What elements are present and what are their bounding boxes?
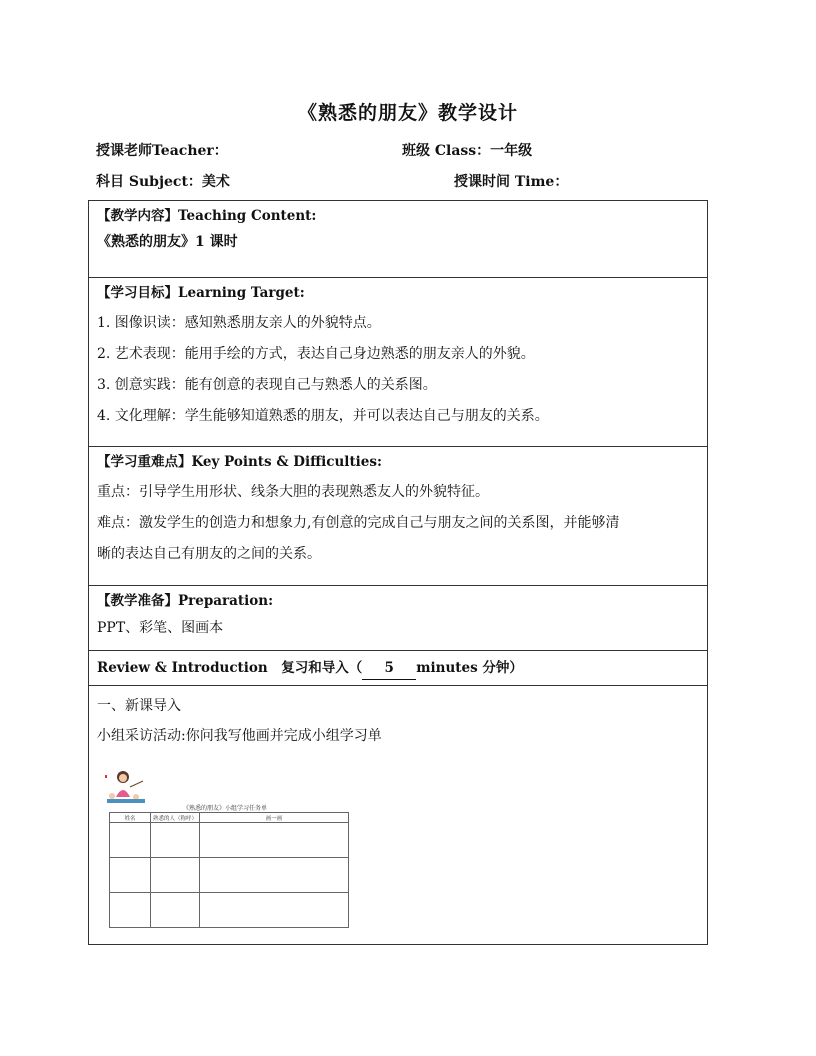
- teaching-content-section: [89, 201, 707, 278]
- learning-target-section: [89, 278, 707, 447]
- lesson-plan-table: [88, 200, 708, 945]
- worksheet-row: [110, 893, 349, 928]
- teacher-label: 授课老师Teacher：: [96, 143, 228, 159]
- worksheet-row: [110, 858, 349, 893]
- worksheet-row: [110, 823, 349, 858]
- new-lesson-heading: 一、新课导入: [97, 698, 181, 714]
- worksheet-header: 熟悉的人（称呼）: [151, 813, 200, 823]
- learning-target-item: 3. 创意实践：能有创意的表现自己与熟悉人的关系图。: [97, 377, 437, 393]
- class-label: 班级 Class：一年级: [402, 143, 533, 159]
- worksheet-thumbnail: [103, 769, 353, 935]
- teaching-content-heading: 【教学内容】Teaching Content:: [97, 208, 317, 224]
- group-activity-text: 小组采访活动:你问我写他画并完成小组学习单: [97, 728, 382, 744]
- learning-target-item: 2. 艺术表现：能用手绘的方式，表达自己身边熟悉的朋友亲人的外貌。: [97, 346, 535, 362]
- worksheet-header: 姓名: [110, 813, 151, 823]
- learning-target-item: 1. 图像识读：感知熟悉朋友亲人的外貌特点。: [97, 315, 381, 331]
- preparation-heading: 【教学准备】Preparation:: [97, 593, 274, 609]
- teacher-illustration-icon: [103, 769, 149, 805]
- preparation-section: [89, 586, 707, 651]
- worksheet-header: 画一画: [200, 813, 349, 823]
- learning-target-heading: 【学习目标】Learning Target:: [97, 285, 305, 301]
- difficulty-item-continued: 晰的表达自己有朋友的之间的关系。: [97, 546, 321, 562]
- review-intro-section: [89, 651, 707, 686]
- new-lesson-intro-section: [89, 686, 707, 944]
- review-intro-suffix: minutes 分钟）: [416, 660, 523, 676]
- difficulty-item: 难点：激发学生的创造力和想象力,有创意的完成自己与朋友之间的关系图，并能够清: [97, 515, 620, 531]
- key-points-section: [89, 447, 707, 586]
- key-points-heading: 【学习重难点】Key Points & Difficulties:: [97, 454, 382, 470]
- key-point-item: 重点：引导学生用形状、线条大胆的表现熟悉友人的外貌特征。: [97, 484, 489, 500]
- document-title: 《熟悉的朋友》教学设计: [297, 102, 518, 124]
- subject-label: 科目 Subject：美术: [96, 174, 230, 190]
- teaching-content-text: 《熟悉的朋友》1 课时: [97, 234, 238, 250]
- preparation-text: PPT、彩笔、图画本: [97, 620, 224, 636]
- review-intro-heading: [97, 657, 699, 680]
- worksheet-title: 《熟悉的朋友》小组学习任务单: [183, 805, 268, 812]
- review-minutes-value: 5: [362, 657, 416, 680]
- worksheet-table: [109, 812, 349, 928]
- learning-target-item: 4. 文化理解：学生能够知道熟悉的朋友，并可以表达自己与朋友的关系。: [97, 408, 549, 424]
- review-intro-prefix: Review & Introduction 复习和导入（: [97, 660, 363, 676]
- time-label: 授课时间 Time：: [454, 174, 569, 190]
